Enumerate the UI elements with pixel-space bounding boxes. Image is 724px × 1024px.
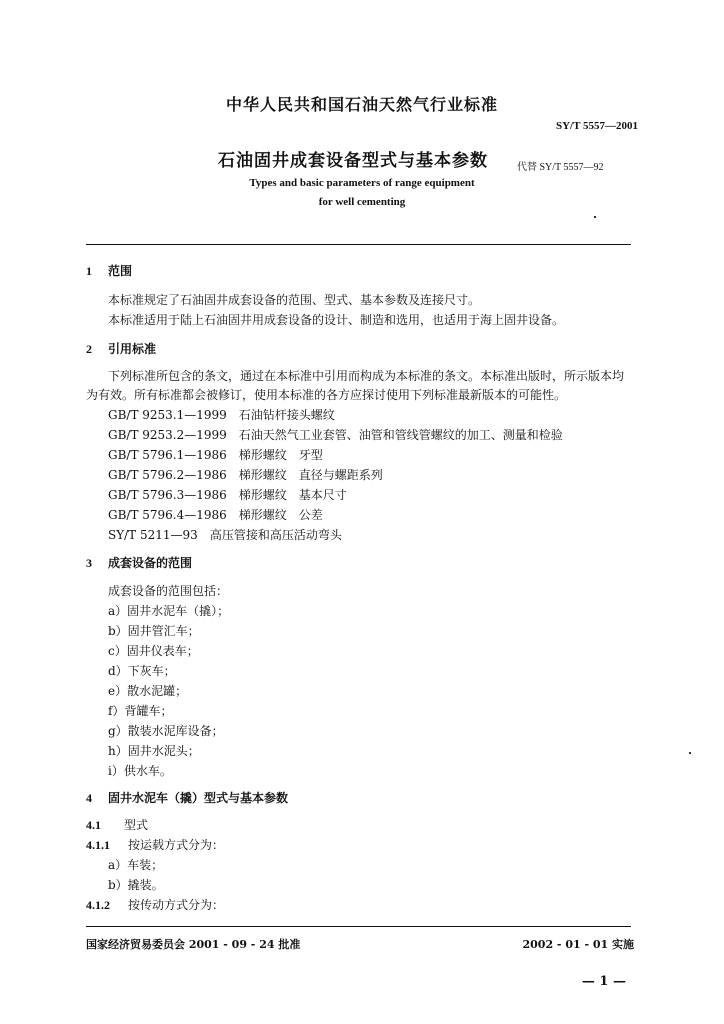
subsection-4-1-heading: 4.1 型式	[86, 818, 149, 832]
footer-rule	[86, 926, 631, 927]
page-number: — 1 —	[581, 974, 626, 989]
reference-item: GB/T 5796.2—1986 梯形螺纹 直径与螺距系列	[108, 468, 383, 482]
list-item: f）背罐车；	[108, 704, 173, 718]
section-1-heading: 1 范围	[86, 264, 133, 278]
english-title-line2: for well cementing	[318, 196, 406, 208]
section-3-intro: 成套设备的范围包括：	[108, 584, 229, 598]
approval-note: 国家经济贸易委员会 2001 - 09 - 24 批准	[86, 938, 301, 951]
section-4-heading: 4 固井水泥车（撬）型式与基本参数	[86, 791, 289, 805]
list-item: b）撬装。	[108, 878, 164, 892]
list-item: e）散水泥罐；	[108, 684, 188, 698]
clause-4-1-2: 4.1.2 按传动方式分为：	[86, 898, 225, 912]
reference-item: GB/T 5796.1—1986 梯形螺纹 牙型	[108, 448, 323, 462]
list-item: a）固井水泥车（撬）；	[108, 604, 230, 618]
list-item: h）固井水泥头；	[108, 744, 200, 758]
clause-4-1-1: 4.1.1 按运载方式分为：	[86, 838, 225, 852]
organization-title: 中华人民共和国石油天然气行业标准	[225, 95, 498, 114]
list-item: b）固井管汇车；	[108, 624, 200, 638]
implementation-date: 2002 - 01 - 01 实施	[522, 938, 634, 951]
reference-item: SY/T 5211—93 高压管接和高压活动弯头	[108, 528, 342, 542]
english-title-line1: Types and basic parameters of range equipment	[249, 177, 475, 189]
section-1-paragraph-1: 本标准规定了石油固井成套设备的范围、型式、基本参数及连接尺寸。	[108, 293, 481, 307]
reference-item: GB/T 5796.4—1986 梯形螺纹 公差	[108, 508, 323, 522]
header-rule	[86, 244, 631, 245]
list-item: a）车装；	[108, 858, 164, 872]
section-2-heading: 2 引用标准	[86, 342, 157, 356]
section-1-paragraph-2: 本标准适用于陆上石油固井用成套设备的设计、制造和选用，也适用于海上固井设备。	[108, 313, 565, 327]
reference-item: GB/T 9253.2—1999 石油天然气工业套管、油管和管线管螺纹的加工、测量和检验	[108, 428, 563, 442]
list-item: d）下灰车；	[108, 664, 176, 678]
standard-number: SY/T 5557—2001	[555, 120, 638, 132]
document-title: 石油固井成套设备型式与基本参数	[218, 151, 488, 171]
list-item: i）供水车。	[108, 764, 172, 778]
replaces-note: 代替 SY/T 5557—92	[517, 162, 604, 173]
list-item: g）散装水泥库设备；	[108, 724, 224, 738]
section-2-intro: 下列标准所包含的条文，通过在本标准中引用而构成为本标准的条文。本标准出版时，所示版本均为有效。所有标准都会被修订，使用本标准的各方应探讨使用下列标准最新版本的可能性。	[86, 369, 625, 402]
speck	[594, 216, 596, 218]
speck	[689, 752, 691, 754]
reference-item: GB/T 9253.1—1999 石油钻杆接头螺纹	[108, 408, 335, 422]
list-item: c）固井仪表车；	[108, 644, 199, 658]
reference-item: GB/T 5796.3—1986 梯形螺纹 基本尺寸	[108, 488, 347, 502]
section-3-heading: 3 成套设备的范围	[86, 556, 193, 570]
